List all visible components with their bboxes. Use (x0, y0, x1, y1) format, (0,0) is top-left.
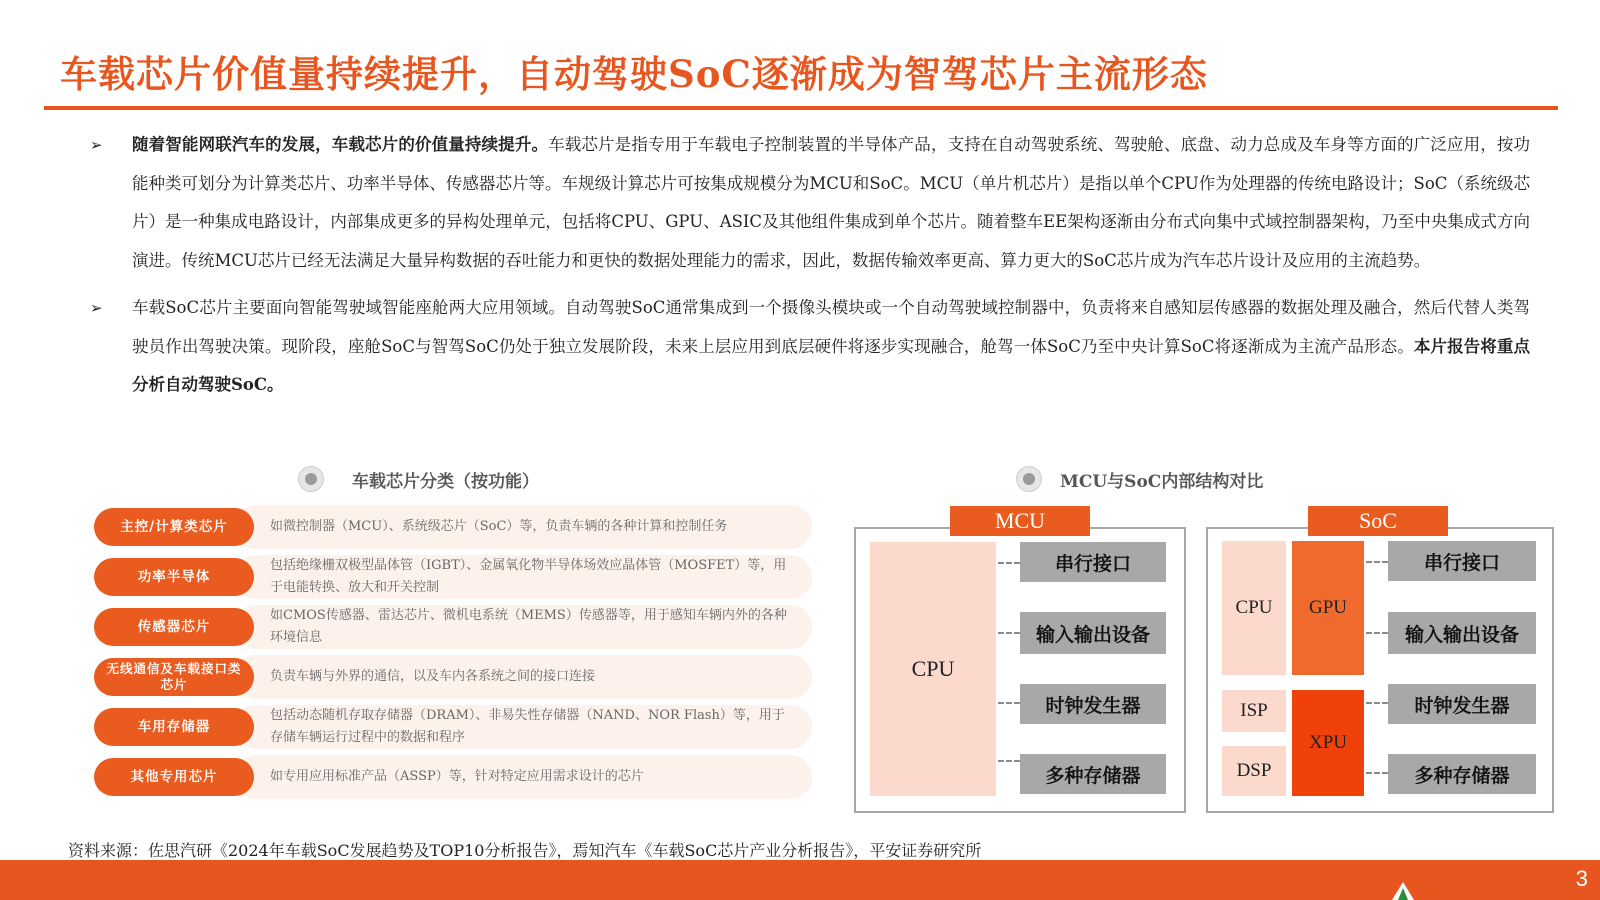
category-label: 无线通信及车载接口类芯片 (94, 658, 254, 696)
mcu-cpu-block: CPU (870, 542, 996, 796)
category-description: 包括绝缘栅双极型晶体管（IGBT）、金属氧化物半导体场效应晶体管（MOSFET）等，用于电能转换、放大和开关控制 (270, 558, 787, 595)
soc-peripheral-memory: 多种存储器 (1388, 754, 1536, 794)
footer-bar (0, 860, 1600, 900)
category-description: 如微控制器（MCU）、系统级芯片（SoC）等，负责车辆的各种计算和控制任务 (270, 519, 728, 534)
brand-logo-icon (1390, 880, 1416, 900)
soc-isp-block: ISP (1222, 690, 1286, 732)
connector-line (1366, 702, 1388, 704)
category-label: 传感器芯片 (94, 608, 254, 646)
bullet-arrow-icon: ➢ (90, 299, 103, 317)
soc-header: SoC (1308, 506, 1448, 536)
soc-dsp-block: DSP (1222, 746, 1286, 796)
bullet-lead: 随着智能网联汽车的发展，车载芯片的价值量持续提升。 (132, 135, 549, 154)
category-description: 负责车辆与外界的通信，以及车内各系统之间的接口连接 (270, 669, 596, 684)
bullet-paragraph (90, 289, 1530, 405)
radio-bullet-icon (298, 466, 324, 492)
soc-peripheral-clock: 时钟发生器 (1388, 684, 1536, 724)
mcu-peripheral-io: 输入输出设备 (1020, 612, 1166, 654)
category-label: 功率半导体 (94, 558, 254, 596)
bullet-text: 车载芯片是指专用于车载电子控制装置的半导体产品，支持在自动驾驶系统、驾驶舱、底盘、动力总成及车身等方面的广泛应用，按功能种类可划分为计算类芯片、功率半导体、传感器芯片等。车规级计算芯片可按集成规模分为MCU和SoC。MCU（单片机芯片）是指以单个CPU作为处理器的传统电路设计；SoC（系统级芯片）是一种集成电路设计，内部集成更多的异构处理单元，包括将CPU、GPU、ASIC及其他组件集成到单个芯片。随着整车EE架构逐渐由分布式向集中式域控制器架构，乃至中央集成式方向演进。传统MCU芯片已经无法满足大量异构数据的吞吐能力和更快的数据处理能力的需求，因此，数据传输效率更高、算力更大的SoC芯片成为汽车芯片设计及应用的主流趋势。 (132, 135, 1531, 270)
section-title-text: 车载芯片分类（按功能） (352, 471, 539, 492)
chip-category-list (94, 502, 812, 802)
category-row (94, 702, 812, 752)
radio-bullet-icon (1016, 466, 1042, 492)
category-row (94, 752, 812, 802)
category-label: 车用存储器 (94, 708, 254, 746)
mcu-peripheral-memory: 多种存储器 (1020, 754, 1166, 794)
bullet-paragraph (90, 126, 1530, 280)
mcu-peripheral-serial: 串行接口 (1020, 542, 1166, 582)
category-row (94, 602, 812, 652)
connector-line (998, 632, 1020, 634)
page-title: 车载芯片价值量持续提升，自动驾驶SoC逐渐成为智驾芯片主流形态 (60, 52, 1208, 96)
soc-peripheral-serial: 串行接口 (1388, 541, 1536, 581)
category-row (94, 652, 812, 702)
mcu-peripheral-clock: 时钟发生器 (1020, 684, 1166, 724)
section-title-classification (298, 466, 539, 492)
page-number: 3 (1575, 866, 1588, 891)
source-note: 资料来源：佐思汽研《2024年车载SoC发展趋势及TOP10分析报告》，焉知汽车《车载SoC芯片产业分析报告》，平安证券研究所 (68, 841, 982, 860)
body-text (90, 126, 1530, 405)
connector-line (998, 760, 1020, 762)
soc-cpu-block: CPU (1222, 541, 1286, 675)
category-row (94, 502, 812, 552)
connector-line (1366, 772, 1388, 774)
connector-line (1366, 561, 1388, 563)
bullet-text: 车载SoC芯片主要面向智能驾驶域智能座舱两大应用领域。自动驾驶SoC通常集成到一个摄像头模块或一个自动驾驶域控制器中，负责将来自感知层传感器的数据处理及融合，然后代替人类驾驶员作出驾驶决策。现阶段，座舱SoC与智驾SoC仍处于独立发展阶段，未来上层应用到底层硬件将逐步实现融合，舱驾一体SoC乃至中央计算SoC将逐渐成为主流产品形态。 (132, 298, 1530, 356)
section-title-text: MCU与SoC内部结构对比 (1060, 471, 1264, 492)
soc-peripheral-io: 输入输出设备 (1388, 612, 1536, 654)
mcu-header: MCU (950, 506, 1090, 536)
category-label: 其他专用芯片 (94, 758, 254, 796)
connector-line (998, 562, 1020, 564)
bullet-tail: 本片报告将重点分析自动驾驶SoC。 (132, 336, 1531, 394)
soc-gpu-block: GPU (1292, 541, 1364, 675)
category-label: 主控/计算类芯片 (94, 508, 254, 546)
bullet-arrow-icon: ➢ (90, 136, 103, 154)
connector-line (998, 702, 1020, 704)
soc-xpu-block: XPU (1292, 690, 1364, 796)
category-description: 如CMOS传感器、雷达芯片、微机电系统（MEMS）传感器等，用于感知车辆内外的各种环境信息 (270, 608, 787, 645)
title-divider (44, 106, 1558, 110)
category-row (94, 552, 812, 602)
category-description: 如专用应用标准产品（ASSP）等，针对特定应用需求设计的芯片 (270, 769, 644, 784)
connector-line (1366, 632, 1388, 634)
category-description: 包括动态随机存取存储器（DRAM）、非易失性存储器（NAND、NOR Flash）等，用于存储车辆运行过程中的数据和程序 (270, 708, 785, 745)
section-title-comparison (1016, 466, 1263, 492)
